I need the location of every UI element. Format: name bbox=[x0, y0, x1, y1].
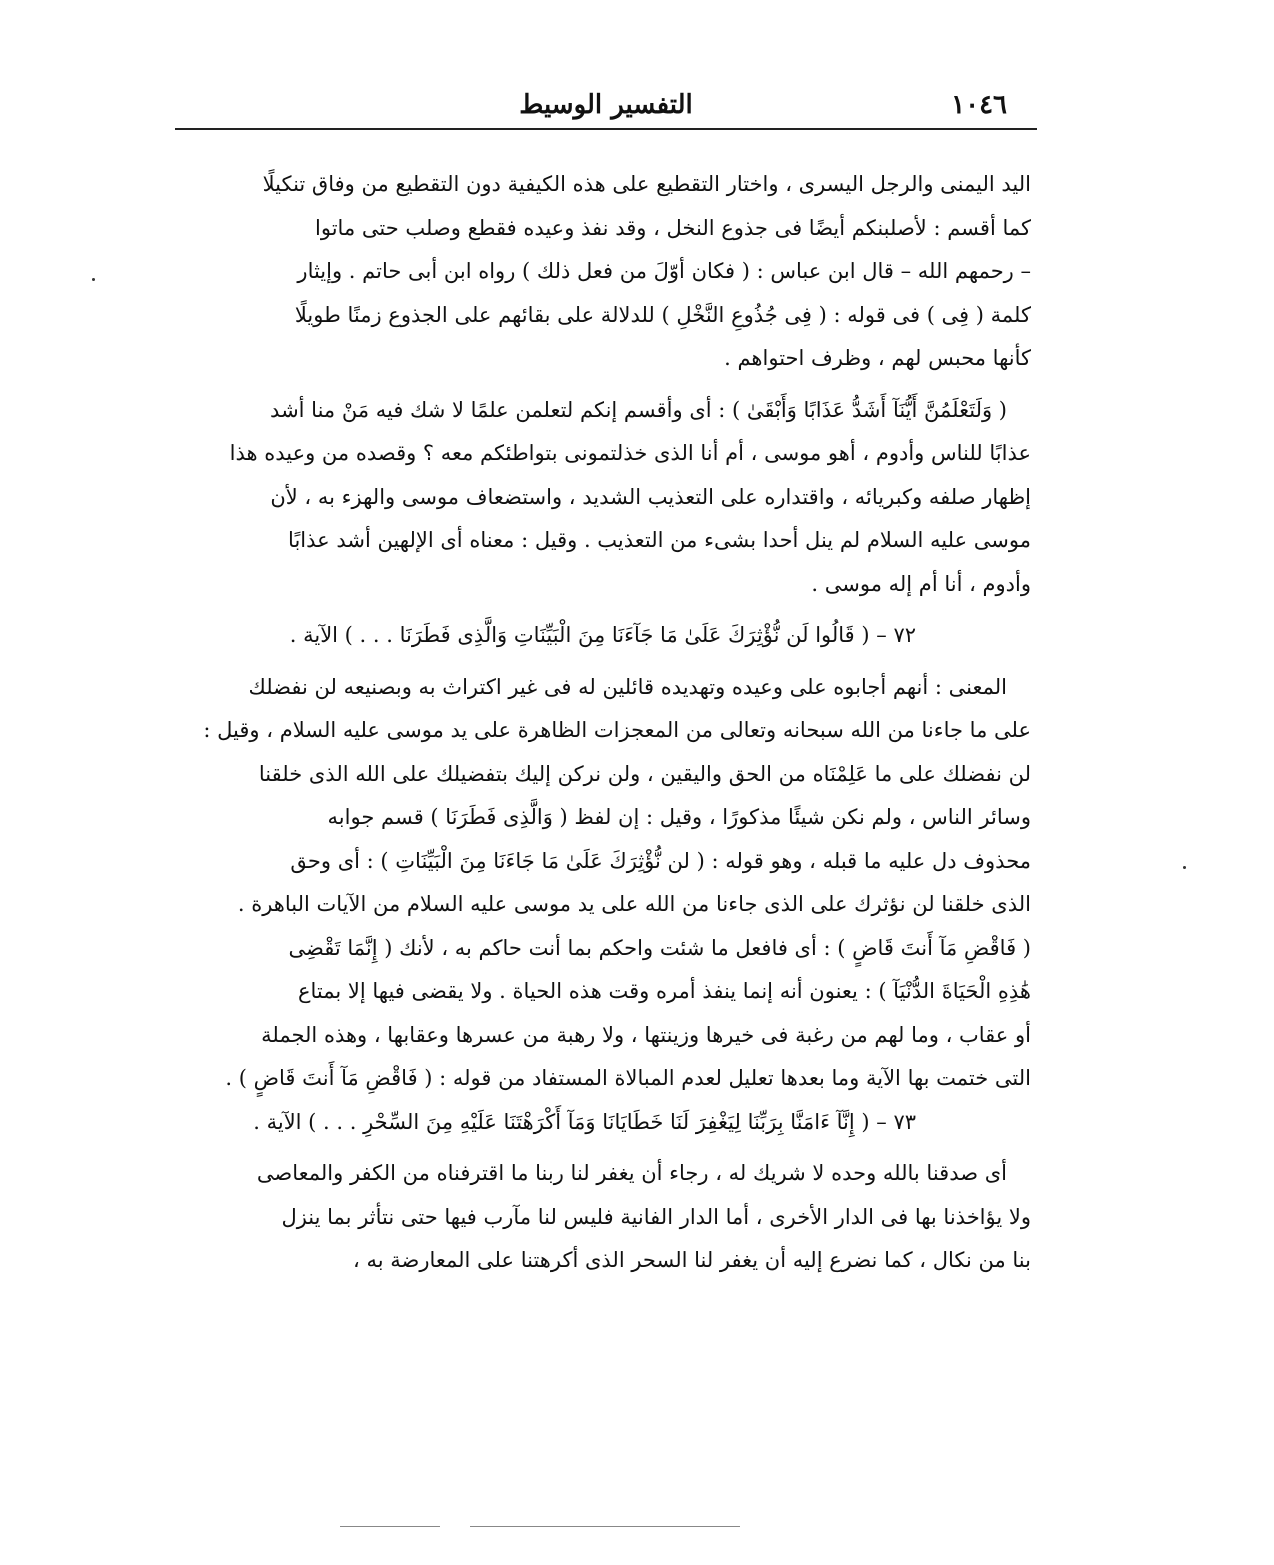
scan-speck bbox=[92, 278, 95, 281]
text-line: هَٰذِهِ الْحَيَاةَ الدُّنْيَآ ) : يعنون أنه إنما ينفذ أمره وقت هذه الحياة . ولا يقضى فيها إلا بمتاع bbox=[297, 979, 1031, 1003]
text-line: اليد اليمنى والرجل اليسرى ، واختار التقطيع على هذه الكيفية دون التقطيع من وفاق تنكيلًا bbox=[262, 172, 1031, 196]
text-line: عذابًا للناس وأدوم ، أهو موسى ، أم أنا الذى خذلتمونى بتواطئكم معه ؟ وقصده من وعيده هذا bbox=[229, 441, 1031, 465]
text-line: ( فَاقْضِ مَآ أَنتَ قَاضٍ ) : أى فافعل ما شئت واحكم بما أنت حاكم به ، لأنك ( إِنَّمَا تَقْضِى bbox=[288, 935, 1031, 960]
text-line: أى صدقنا بالله وحده لا شريك له ، رجاء أن يغفر لنا ربنا ما اقترفناه من الكفر والمعاصى bbox=[256, 1161, 1007, 1185]
text-line: وأدوم ، أنا أم إله موسى . bbox=[811, 571, 1031, 596]
text-line: على ما جاءنا من الله سبحانه وتعالى من المعجزات الظاهرة على يد موسى عليه السلام ، وقيل : bbox=[203, 718, 1031, 742]
text-line: أو عقاب ، وما لهم من رغبة فى خيرها وزينتها ، ولا رهبة من عسرها وعقابها ، وهذه الجملة bbox=[261, 1022, 1031, 1047]
verse-commentary-line: ( وَلَتَعْلَمُنَّ أَيُّنَآ أَشَدُّ عَذَابًا وَأَبْقَىٰ ) : أى وأقسم إنكم لتعلمن علمًا لا شك فيه مَنْ منا أشد bbox=[270, 397, 1007, 422]
scan-speck bbox=[1183, 866, 1186, 869]
page-header bbox=[175, 88, 1037, 130]
text-line: – رحمهم الله – قال ابن عباس : ( فكان أوّلَ من فعل ذلك ) رواه ابن أبى حاتم . وإيثار bbox=[297, 259, 1031, 283]
text-line: الذى خلقنا لن نؤثرك على الذى جاءنا من الله على يد موسى عليه السلام من الآيات الباهرة . bbox=[237, 892, 1031, 916]
text-line: وسائر الناس ، ولم نكن شيئًا مذكورًا ، وقيل : إن لفظ ( وَالَّذِى فَطَرَنَا ) قسم جوابه bbox=[327, 805, 1031, 829]
verse-heading-72: ٧٢ – ( قَالُوا لَن نُّؤْثِرَكَ عَلَىٰ مَا جَآءَنَا مِنَ الْبَيِّنَاتِ وَالَّذِى فَطَرَنَا . . . ) الآية . bbox=[289, 623, 916, 647]
text-line: المعنى : أنهم أجابوه على وعيده وتهديده قائلين له فى غير اكتراث به وبصنيعه لن نفضلك bbox=[248, 674, 1007, 699]
body-text bbox=[185, 163, 1031, 1283]
text-line: لن نفضلك على ما عَلِمْنَاه من الحق واليقين ، ولن نركن إليك بتفضيلك على الله الذى خلقنا bbox=[258, 761, 1031, 786]
text-line: كما أقسم : لأصلبنكم أيضًا فى جذوع النخل ، وقد نفذ وعيده فقطع وصلب حتى ماتوا bbox=[315, 215, 1031, 240]
page-number: ١٠٤٦ bbox=[951, 90, 1007, 120]
text-line: موسى عليه السلام لم ينل أحدا بشىء من التعذيب . وقيل : معناه أى الإلهين أشد عذابًا bbox=[288, 528, 1031, 552]
text-line: كلمة ( فِى ) فى قوله : ( فِى جُذُوعِ النَّخْلِ ) للدلالة على بقائهم على الجذوع زمنًا طويلًا bbox=[294, 302, 1031, 327]
text-line: كأنها محبس لهم ، وظرف احتواهم . bbox=[724, 346, 1031, 370]
text-line: التى ختمت بها الآية وما بعدها تعليل لعدم المبالاة المستفاد من قوله : ( فَاقْضِ مَآ أَنتَ قَاضٍ ) . bbox=[225, 1066, 1031, 1090]
footer-rule bbox=[470, 1526, 740, 1527]
running-title: التفسير الوسيط bbox=[519, 90, 693, 120]
text-line: بنا من نكال ، كما نضرع إليه أن يغفر لنا السحر الذى أكرهتنا على المعارضة به ، bbox=[353, 1248, 1031, 1272]
footer-rules bbox=[340, 1526, 920, 1528]
text-line: إظهار صلفه وكبريائه ، واقتداره على التعذيب الشديد ، واستضعاف موسى والهزء به ، لأن bbox=[270, 484, 1031, 509]
text-line: ولا يؤاخذنا بها فى الدار الأخرى ، أما الدار الفانية فليس لنا مآرب فيها حتى نتأثر بما ينزل bbox=[281, 1204, 1031, 1229]
footer-rule bbox=[340, 1526, 440, 1527]
verse-heading-73: ٧٣ – ( إِنَّآ ءَامَنَّا بِرَبِّنَا لِيَغْفِرَ لَنَا خَطَايَانَا وَمَآ أَكْرَهْتَنَا عَلَيْهِ مِنَ السِّحْرِ . . . ) الآية . bbox=[253, 1109, 916, 1134]
text-line: محذوف دل عليه ما قبله ، وهو قوله : ( لن نُّؤْثِرَكَ عَلَىٰ مَا جَاءَنَا مِنَ الْبَيِّنَاتِ ) : أى وحق bbox=[290, 848, 1031, 873]
